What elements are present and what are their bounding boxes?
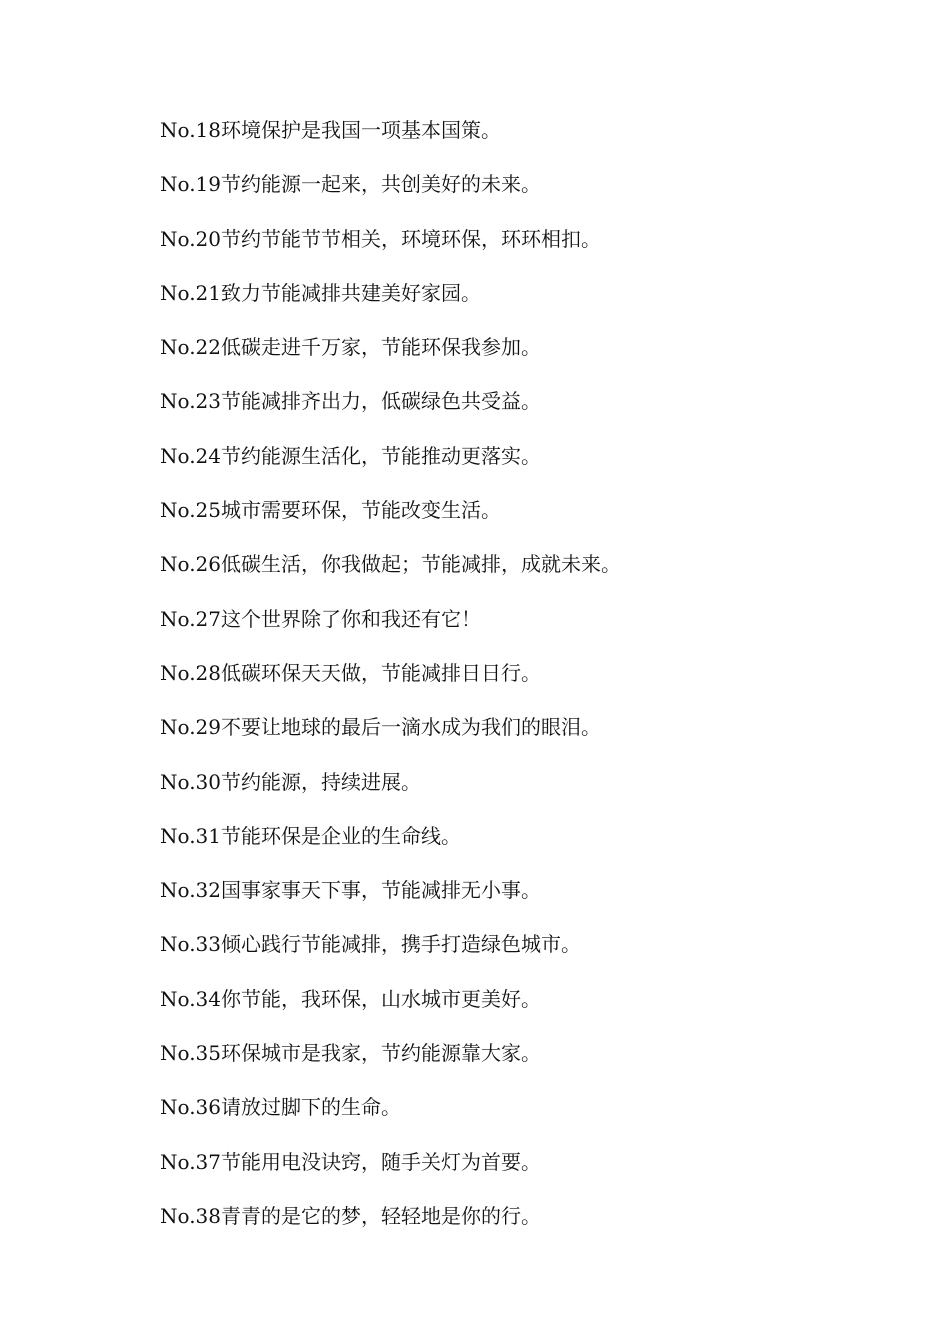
slogan-line: No.37节能用电没诀窍，随手关灯为首要。 (160, 1149, 541, 1174)
slogan-line: No.20节约节能节节相关，环境环保，环环相扣。 (160, 226, 601, 251)
slogan-line: No.29不要让地球的最后一滴水成为我们的眼泪。 (160, 715, 601, 740)
slogan-line: No.22低碳走进千万家，节能环保我参加。 (160, 335, 541, 360)
slogan-line: No.23节能减排齐出力，低碳绿色共受益。 (160, 389, 541, 414)
slogan-line: No.36请放过脚下的生命。 (160, 1095, 401, 1120)
slogan-line: No.31节能环保是企业的生命线。 (160, 823, 461, 848)
slogan-line: No.24节约能源生活化，节能推动更落实。 (160, 443, 541, 468)
slogan-list (160, 113, 900, 1253)
slogan-line: No.30节约能源，持续进展。 (160, 769, 421, 794)
slogan-line: No.26低碳生活，你我做起；节能减排，成就未来。 (160, 552, 621, 577)
slogan-line: No.33倾心践行节能减排，携手打造绿色城市。 (160, 932, 581, 957)
slogan-line: No.35环保城市是我家，节约能源靠大家。 (160, 1041, 541, 1066)
slogan-line: No.18环境保护是我国一项基本国策。 (160, 118, 501, 142)
slogan-line: No.27这个世界除了你和我还有它！ (160, 606, 481, 631)
slogan-line: No.21致力节能减排共建美好家园。 (160, 280, 481, 305)
slogan-line: No.28低碳环保天天做，节能减排日日行。 (160, 660, 541, 685)
slogan-line: No.32国事家事天下事，节能减排无小事。 (160, 878, 541, 903)
slogan-line: No.25城市需要环保，节能改变生活。 (160, 498, 501, 523)
slogan-line: No.38青青的是它的梦，轻轻地是你的行。 (160, 1203, 541, 1228)
slogan-line: No.19节约能源一起来，共创美好的未来。 (160, 172, 541, 197)
slogan-line: No.34你节能，我环保，山水城市更美好。 (160, 986, 541, 1011)
